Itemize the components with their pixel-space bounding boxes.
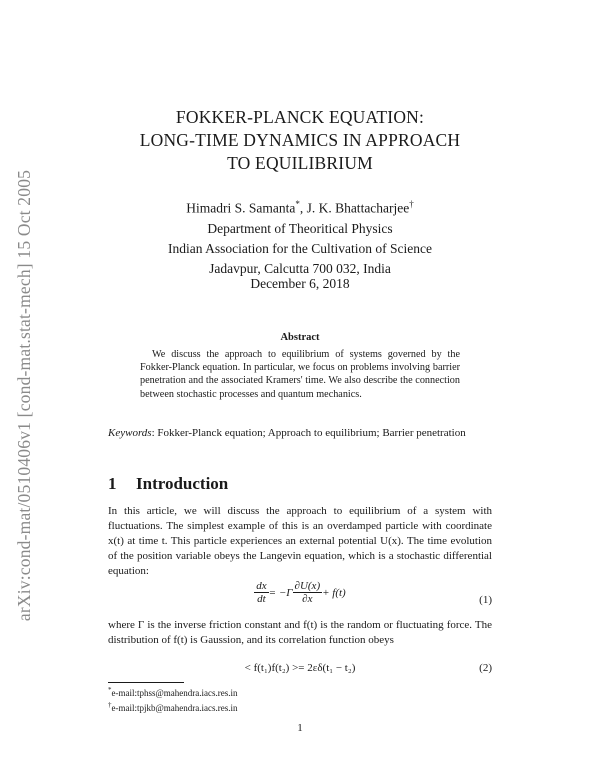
- fraction-dx-dt: [254, 580, 268, 605]
- author-2: J. K. Bhattacharjee: [306, 200, 410, 216]
- footnote-1-mark: *: [108, 686, 112, 694]
- equation-tail: + f(t): [322, 586, 346, 599]
- fraction-denominator: dt: [257, 593, 266, 605]
- page-number: 1: [297, 722, 303, 734]
- section-number: 1: [108, 474, 117, 493]
- equation-2: [108, 662, 492, 678]
- arxiv-identifier-text: arXiv:cond-mat/0510406v1 [cond-mat.stat-mech] 15 Oct 2005: [14, 169, 35, 621]
- fraction-numerator: dx: [256, 580, 267, 592]
- title-line: TO EQUILIBRIUM: [227, 153, 373, 173]
- author-names: [100, 194, 500, 219]
- affiliation-line: Jadavpur, Calcutta 700 032, India: [209, 260, 391, 276]
- section-heading: [108, 474, 228, 494]
- equation-2-number: (2): [479, 662, 492, 674]
- author-separator: ,: [299, 200, 307, 216]
- footnote-2-mark: †: [108, 701, 112, 709]
- keywords-line: [108, 426, 492, 441]
- footnote-divider: [108, 682, 184, 683]
- paper-title: [100, 106, 500, 175]
- title-line: LONG-TIME DYNAMICS IN APPROACH: [139, 130, 461, 150]
- arxiv-identifier-stamp: [8, 160, 42, 630]
- affiliation-line: Indian Association for the Cultivation of Science: [168, 240, 432, 256]
- footnote-1: [108, 684, 238, 699]
- equation-1-number: (1): [479, 594, 492, 606]
- fraction-numerator: ∂U(x): [294, 580, 321, 592]
- section-title: Introduction: [136, 474, 229, 493]
- equation-1-body: [108, 580, 492, 605]
- author-1: Himadri S. Samanta: [186, 200, 296, 216]
- title-line: FOKKER-PLANCK EQUATION:: [175, 107, 425, 127]
- abstract-heading: Abstract: [280, 332, 320, 343]
- keywords-text: : Fokker-Planck equation; Approach to equilibrium; Barrier penetration: [151, 427, 466, 439]
- footnote-1-email: e-mail:tphss@mahendra.iacs.res.in: [111, 688, 238, 698]
- author-block: [100, 194, 500, 279]
- footnote-2: [108, 699, 238, 714]
- fraction-potential-gradient: [293, 580, 323, 605]
- author-1-footnote-mark: *: [295, 199, 300, 209]
- introduction-paragraph-1: In this article, we will discuss the approach to equilibrium of a system with fluctuations. The simplest example of this is an overdamped particle with coordinate x(t) at time t. This particle experiences an external potential U(x). The time evolution of the position variable obeys the Langevin equation, which is a stochastic differential equation:: [108, 505, 492, 577]
- equation-operator: = −Γ: [268, 586, 293, 599]
- keywords-label: Keywords: [108, 427, 152, 439]
- fraction-denominator: ∂x: [302, 593, 313, 605]
- abstract-text: We discuss the approach to equilibrium of systems governed by the Fokker-Planck equation. In particular, we focus on problems involving barrier penetration and the associated Kramers' time. We also describe the connection between stochastic processes and quantum mechanics.: [140, 349, 460, 400]
- paper-date: December 6, 2018: [250, 276, 350, 291]
- introduction-paragraph-2: where Γ is the inverse friction constant and f(t) is the random or fluctuating force. The distribution of f(t) is Gaussion, and its correlation function obeys: [108, 619, 492, 646]
- affiliation-line: Department of Theoritical Physics: [207, 220, 393, 236]
- footnotes: [108, 684, 238, 714]
- equation-1: [108, 580, 492, 620]
- author-2-footnote-mark: †: [409, 199, 414, 209]
- equation-2-body: < f(t₁)f(t₂) >= 2εδ(t₁ − t₂): [244, 662, 356, 674]
- footnote-2-email: e-mail:tpjkb@mahendra.iacs.res.in: [111, 703, 238, 713]
